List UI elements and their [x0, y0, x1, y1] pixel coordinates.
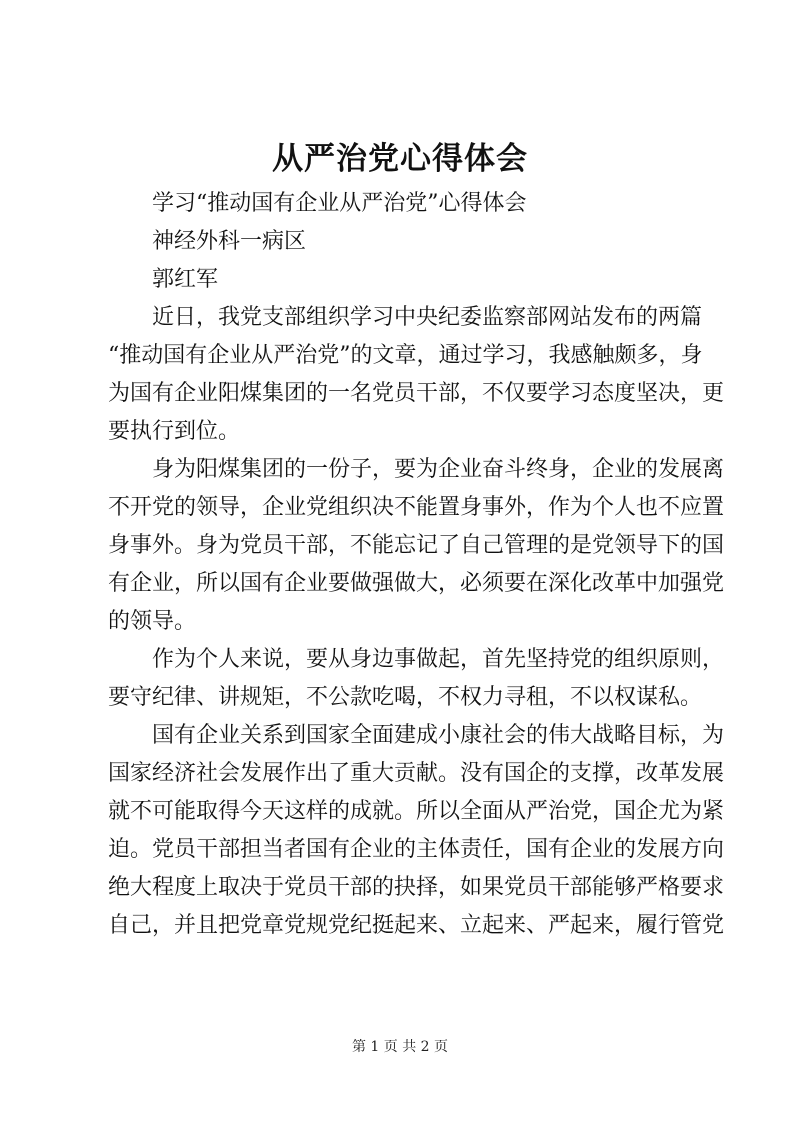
paragraph-line: 要执行到位。 — [108, 419, 241, 444]
paragraph-line: “推动国有企业从严治党”的文章，通过学习，我感触颇多，身 — [108, 343, 703, 368]
paragraph-line: 的领导。 — [108, 609, 197, 634]
paragraph-line: 为国有企业阳煤集团的一名党员干部，不仅要学习态度坚决，更 — [108, 381, 725, 406]
paragraph-line: 近日，我党支部组织学习中央纪委监察部网站发布的两篇 — [152, 305, 703, 330]
paragraph-line: 国家经济社会发展作出了重大贡献。没有国企的支撑，改革发展 — [108, 761, 725, 786]
paragraph-line: 就不可能取得今天这样的成就。所以全面从严治党，国企尤为紧 — [108, 799, 725, 824]
paragraph-line: 绝大程度上取决于党员干部的抉择，如果党员干部能够严格要求 — [108, 875, 725, 900]
paragraph-1 — [108, 299, 725, 451]
paragraph-line: 国有企业关系到国家全面建成小康社会的伟大战略目标，为 — [152, 723, 725, 748]
author-line: 郭红军 — [152, 267, 219, 292]
paragraph-line: 有企业，所以国有企业要做强做大，必须要在深化改革中加强党 — [108, 571, 725, 596]
paragraph-line: 迫。党员干部担当者国有企业的主体责任，国有企业的发展方向 — [108, 837, 725, 862]
paragraph-line: 身事外。身为党员干部，不能忘记了自己管理的是党领导下的国 — [108, 533, 725, 558]
subtitle-line: 学习“推动国有企业从严治党”心得体会 — [152, 191, 527, 216]
paragraph-line: 身为阳煤集团的一份子，要为企业奋斗终身，企业的发展离 — [152, 457, 725, 482]
document-title: 从严治党心得体会 — [272, 141, 528, 177]
paragraph-4 — [108, 717, 725, 945]
paragraph-3 — [108, 641, 725, 717]
paragraph-2 — [108, 451, 725, 641]
paragraph-line: 不开党的领导，企业党组织决不能置身事外，作为个人也不应置 — [108, 495, 725, 520]
paragraph-line: 作为个人来说，要从身边事做起，首先坚持党的组织原则， — [152, 647, 725, 672]
page-footer: 第 1 页 共 2 页 — [351, 1039, 449, 1055]
department-line: 神经外科一病区 — [152, 229, 307, 254]
document-body — [108, 185, 725, 945]
paragraph-line: 自己，并且把党章党规党纪挺起来、立起来、严起来，履行管党 — [108, 913, 725, 938]
paragraph-line: 要守纪律、讲规矩，不公款吃喝，不权力寻租，不以权谋私。 — [108, 685, 703, 710]
